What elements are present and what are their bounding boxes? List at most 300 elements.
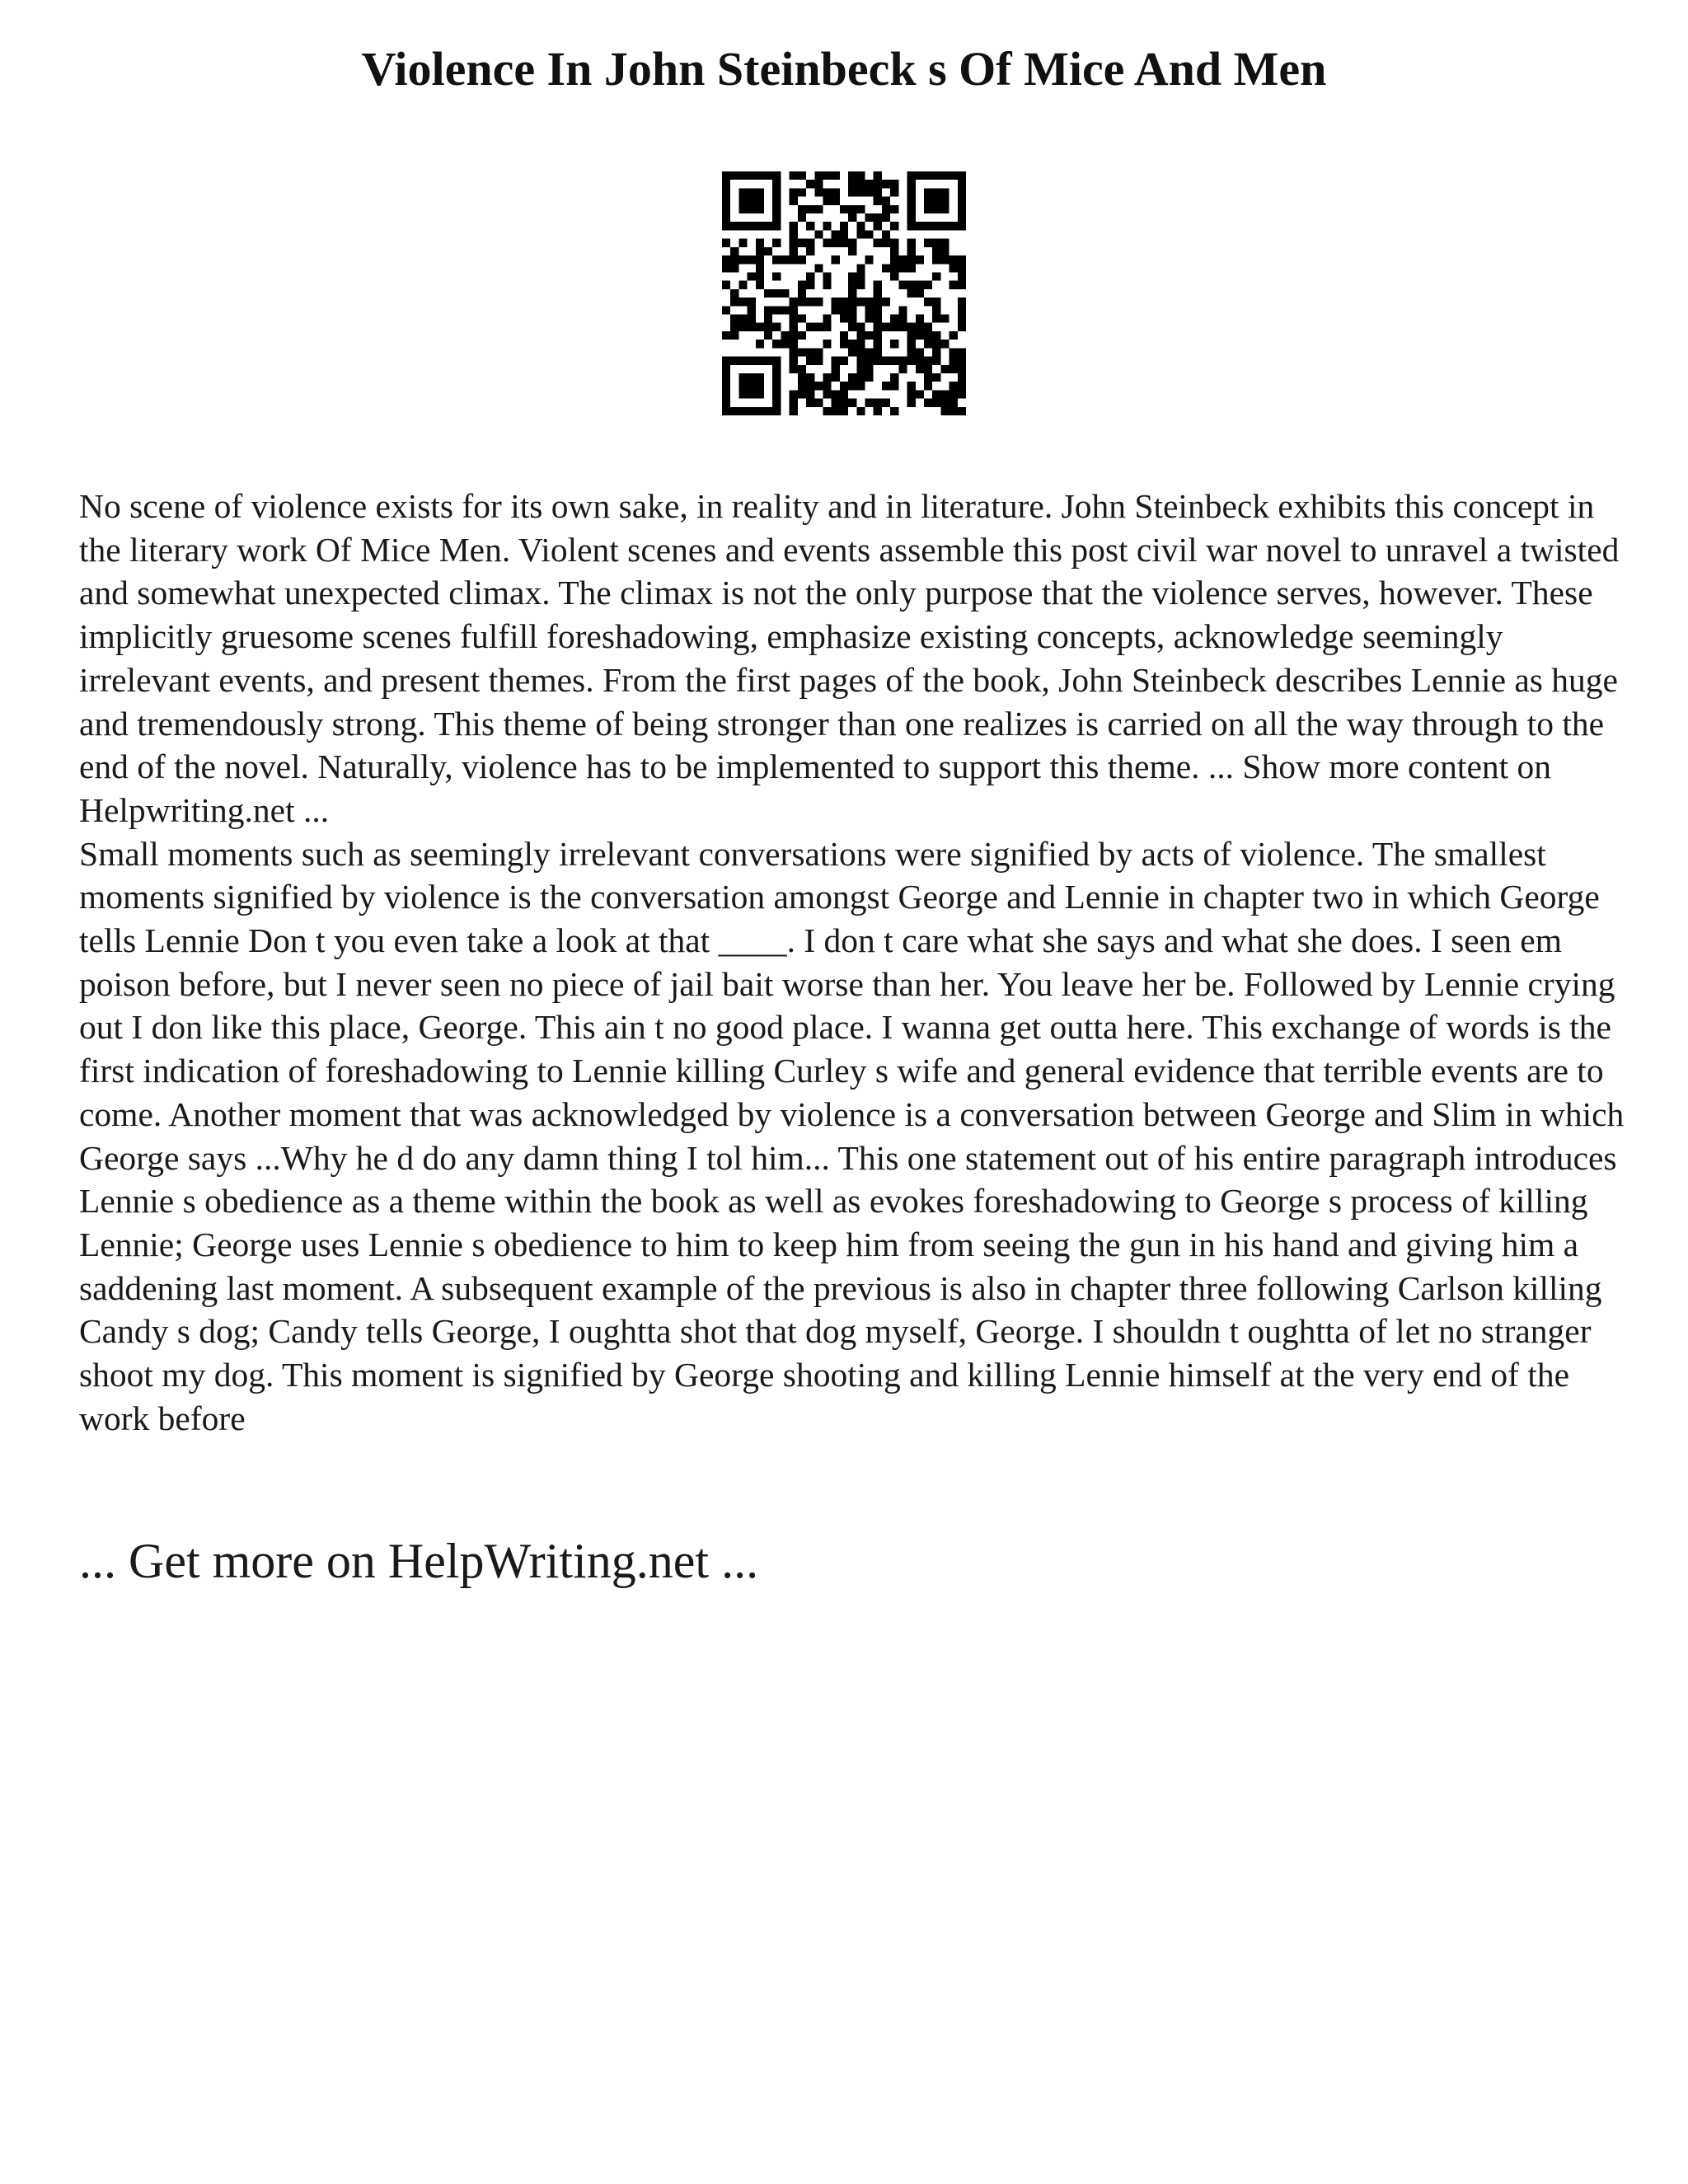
qr-module [790,230,798,238]
qr-module [958,390,966,398]
qr-module [856,281,865,289]
qr-module [848,180,856,188]
qr-module [924,382,932,390]
qr-module [898,315,907,323]
qr-module [865,306,874,314]
qr-module [722,306,730,314]
qr-module [806,323,814,331]
qr-module [940,171,949,180]
qr-module [924,188,932,196]
qr-module [898,264,907,272]
qr-module [798,188,806,196]
qr-module [832,306,840,314]
qr-module [738,315,747,323]
qr-module [865,298,874,306]
qr-module [748,390,756,398]
qr-module [958,365,966,373]
qr-module [756,188,764,196]
qr-module [856,222,865,230]
qr-module [730,171,738,180]
qr-module [814,382,823,390]
qr-module [814,264,823,272]
qr-module [874,399,882,407]
qr-module [865,365,874,373]
qr-module [958,323,966,331]
qr-module [958,255,966,264]
qr-module [772,289,781,298]
qr-module [756,222,764,230]
qr-module [790,348,798,356]
qr-module [940,315,949,323]
qr-module [730,247,738,255]
qr-module [806,272,814,280]
qr-module [932,255,940,264]
qr-module [856,264,865,272]
qr-module [756,390,764,398]
qr-module [823,407,831,415]
qr-module [798,281,806,289]
qr-module [950,222,958,230]
qr-module [940,188,949,196]
qr-module [722,222,730,230]
qr-module [832,399,840,407]
qr-module [806,373,814,382]
qr-module [924,331,932,340]
qr-module [790,340,798,348]
qr-module [814,188,823,196]
qr-module [958,357,966,365]
qr-module [781,331,789,340]
qr-module [874,281,882,289]
qr-module [924,357,932,365]
qr-module [722,255,730,264]
qr-module [790,247,798,255]
qr-module [950,348,958,356]
qr-module [772,255,781,264]
qr-module [874,180,882,188]
qr-module [840,298,848,306]
qr-module [932,331,940,340]
qr-module [840,222,848,230]
qr-module [790,323,798,331]
qr-module [932,390,940,398]
qr-module [722,382,730,390]
qr-module [890,323,898,331]
qr-module [856,382,865,390]
qr-module [798,315,806,323]
qr-module [806,298,814,306]
qr-module [890,255,898,264]
qr-module [840,230,848,238]
qr-module [756,264,764,272]
qr-module [840,357,848,365]
qr-module [772,365,781,373]
qr-module [790,357,798,365]
qr-module [772,205,781,213]
qr-module [907,348,916,356]
qr-module [806,390,814,398]
qr-module [958,171,966,180]
qr-module [806,222,814,230]
qr-module [772,399,781,407]
qr-module [738,373,747,382]
qr-module [848,272,856,280]
qr-module [832,407,840,415]
qr-module [722,264,730,272]
qr-module [756,239,764,247]
qr-module [940,222,949,230]
qr-module [916,348,924,356]
qr-module [924,205,932,213]
qr-module [832,365,840,373]
qr-module [772,390,781,398]
qr-module [907,188,916,196]
qr-module [772,222,781,230]
qr-module [722,390,730,398]
qr-module [832,171,840,180]
qr-module [882,213,890,222]
get-more-link[interactable]: ... Get more on HelpWriting.net ... [79,1534,759,1588]
qr-module [924,222,932,230]
qr-module [848,306,856,314]
qr-module [950,281,958,289]
qr-module [756,205,764,213]
qr-module [798,289,806,298]
qr-module [806,399,814,407]
qr-module [798,365,806,373]
qr-module [874,340,882,348]
qr-module [798,171,806,180]
qr-module [756,340,764,348]
qr-module [730,315,738,323]
qr-module [916,315,924,323]
qr-module [882,357,890,365]
qr-module [856,180,865,188]
qr-module [848,289,856,298]
qr-module [865,373,874,382]
qr-module [907,382,916,390]
qr-module [790,315,798,323]
qr-module [907,264,916,272]
qr-module [950,331,958,340]
qr-module [772,188,781,196]
qr-module [848,205,856,213]
qr-module [907,281,916,289]
qr-module [932,171,940,180]
qr-module [840,399,848,407]
qr-module [890,272,898,280]
qr-module [790,399,798,407]
qr-code-icon [722,171,966,415]
qr-module [840,306,848,314]
qr-module [916,289,924,298]
qr-module [806,348,814,356]
qr-module [832,390,840,398]
qr-module [924,171,932,180]
qr-module [772,323,781,331]
qr-module [856,340,865,348]
qr-module [940,255,949,264]
qr-module [916,255,924,264]
qr-module [856,365,865,373]
qr-module [856,205,865,213]
qr-module [840,239,848,247]
qr-module [823,390,831,398]
qr-module [832,230,840,238]
qr-module [916,390,924,398]
qr-module [722,180,730,188]
qr-module [722,171,730,180]
qr-module [772,213,781,222]
qr-module [806,239,814,247]
qr-module [865,399,874,407]
qr-module [865,213,874,222]
qr-module [806,247,814,255]
qr-module [722,373,730,382]
qr-module [772,306,781,314]
qr-module [764,247,772,255]
qr-module [907,180,916,188]
qr-module [932,272,940,280]
qr-module [924,197,932,205]
qr-module [932,298,940,306]
qr-module [764,407,772,415]
qr-module [890,382,898,390]
qr-module [798,331,806,340]
document-title: Violence In John Steinbeck s Of Mice And Men [361,42,1327,96]
qr-module [874,171,882,180]
qr-module [798,205,806,213]
qr-module [856,171,865,180]
qr-module [790,188,798,196]
qr-module [798,390,806,398]
qr-module [874,289,882,298]
qr-module [738,197,747,205]
qr-module [772,197,781,205]
qr-module [722,407,730,415]
qr-module [882,205,890,213]
qr-module [950,171,958,180]
qr-module [748,188,756,196]
qr-module [848,298,856,306]
qr-module [890,180,898,188]
qr-module [722,213,730,222]
qr-module [950,255,958,264]
qr-module [907,205,916,213]
qr-module [748,315,756,323]
qr-module [907,247,916,255]
qr-module [748,222,756,230]
qr-module [848,315,856,323]
qr-module [907,331,916,340]
qr-module [940,340,949,348]
qr-module [798,239,806,247]
qr-module [856,188,865,196]
qr-module [848,348,856,356]
qr-module [823,222,831,230]
qr-module [924,365,932,373]
qr-module [764,315,772,323]
qr-module [874,323,882,331]
qr-module [764,323,772,331]
qr-module [730,331,738,340]
qr-module [898,306,907,314]
qr-module [730,298,738,306]
qr-module [790,255,798,264]
qr-module [865,357,874,365]
qr-module [932,357,940,365]
qr-module [738,357,747,365]
qr-module [924,239,932,247]
qr-module [722,205,730,213]
qr-module [890,205,898,213]
qr-module [932,399,940,407]
qr-module [790,298,798,306]
qr-module [790,239,798,247]
qr-module [865,188,874,196]
qr-module [907,239,916,247]
qr-module [848,247,856,255]
qr-module [916,281,924,289]
qr-module [738,222,747,230]
qr-module [932,205,940,213]
qr-module [772,407,781,415]
qr-module [890,407,898,415]
qr-module [748,272,756,280]
qr-module [916,222,924,230]
qr-module [806,205,814,213]
qr-module [958,298,966,306]
qr-module [865,331,874,340]
qr-module [932,306,940,314]
qr-module [764,171,772,180]
document-body [79,485,1629,1440]
qr-module [748,205,756,213]
qr-module [798,348,806,356]
qr-module [806,357,814,365]
qr-module [738,205,747,213]
qr-module [764,331,772,340]
qr-module [907,171,916,180]
qr-module [958,315,966,323]
qr-module [856,331,865,340]
qr-module [781,340,789,348]
qr-module [898,365,907,373]
qr-module [790,407,798,415]
qr-module [840,315,848,323]
qr-module [790,331,798,340]
qr-module [932,188,940,196]
qr-module [916,365,924,373]
qr-module [814,298,823,306]
qr-module [950,264,958,272]
qr-module [958,382,966,390]
qr-module [790,306,798,314]
qr-module [748,373,756,382]
qr-module [832,255,840,264]
qr-module [882,382,890,390]
qr-module [730,407,738,415]
qr-module [764,357,772,365]
qr-module [932,315,940,323]
qr-module [932,222,940,230]
qr-module [848,281,856,289]
qr-module [848,171,856,180]
qr-module [958,306,966,314]
qr-module [823,373,831,382]
qr-module [814,348,823,356]
qr-module [882,399,890,407]
qr-module [832,357,840,365]
qr-module [958,407,966,415]
qr-module [848,213,856,222]
qr-module [823,340,831,348]
qr-module [730,323,738,331]
qr-module [756,272,764,280]
qr-module [874,239,882,247]
qr-module [748,255,756,264]
qr-module [916,323,924,331]
qr-module [856,272,865,280]
qr-module [958,188,966,196]
qr-module [738,281,747,289]
qr-module [932,340,940,348]
qr-module [932,197,940,205]
qr-module [958,348,966,356]
qr-module [772,180,781,188]
qr-module [756,382,764,390]
qr-module [890,247,898,255]
qr-module [748,323,756,331]
qr-module [823,315,831,323]
qr-module [814,205,823,213]
qr-module [874,407,882,415]
qr-module [840,407,848,415]
qr-module [848,239,856,247]
qr-module [940,205,949,213]
qr-module [772,171,781,180]
qr-module [748,407,756,415]
qr-module [823,197,831,205]
qr-module [772,373,781,382]
qr-module [840,390,848,398]
qr-module [916,357,924,365]
qr-module [814,171,823,180]
qr-module [832,373,840,382]
qr-module [856,357,865,365]
qr-module [958,213,966,222]
qr-module [924,323,932,331]
qr-module [916,331,924,340]
qr-module [958,272,966,280]
qr-module [823,272,831,280]
qr-module [856,298,865,306]
qr-module [738,382,747,390]
qr-module [806,180,814,188]
qr-module [924,399,932,407]
qr-module [882,298,890,306]
qr-module [790,390,798,398]
qr-module [748,298,756,306]
qr-module [874,331,882,340]
qr-module [890,188,898,196]
qr-module [958,222,966,230]
qr-module [874,306,882,314]
qr-module [772,357,781,365]
qr-module [890,315,898,323]
qr-module [756,323,764,331]
qr-module [856,373,865,382]
